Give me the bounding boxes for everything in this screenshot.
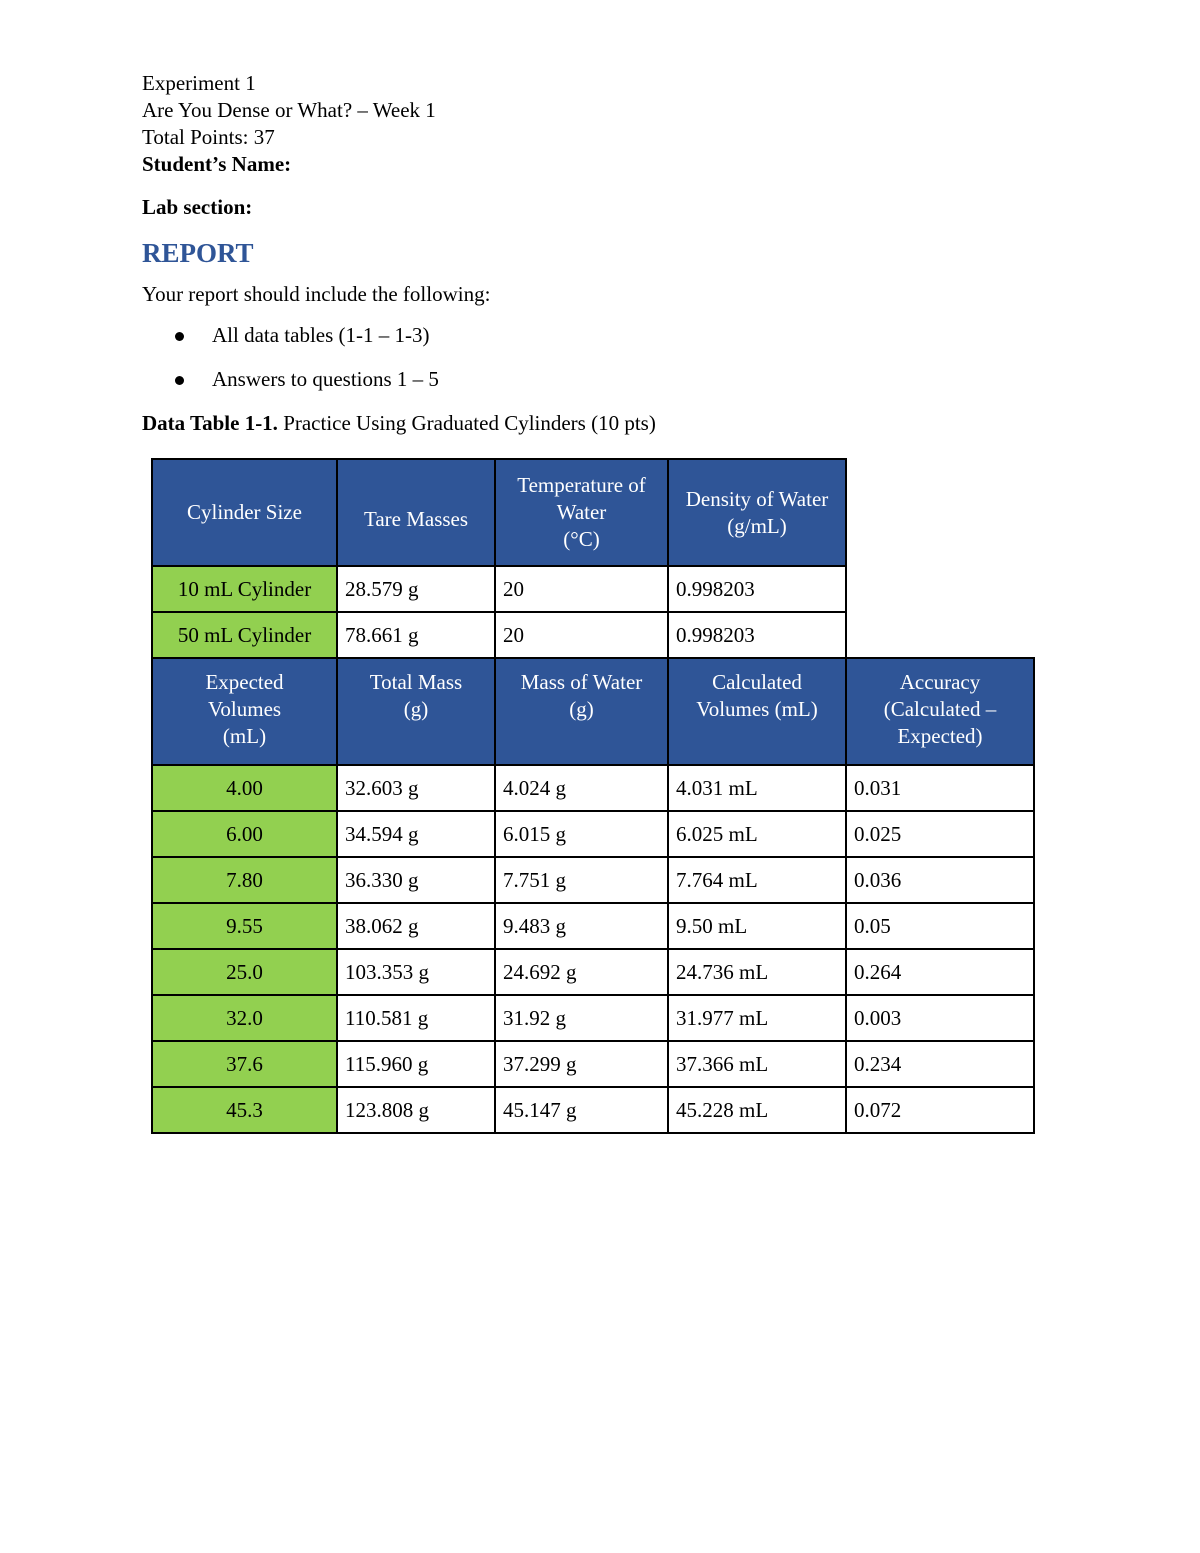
header-line: (g) [569, 697, 594, 721]
header-line: (°C) [563, 527, 600, 551]
cylinder-size-cell: 50 mL Cylinder [152, 612, 337, 658]
data-table-1-1 [151, 458, 1035, 1134]
experiment-title: Are You Dense or What? – Week 1 [142, 98, 436, 122]
header-tare-masses: Tare Masses [337, 459, 495, 566]
expected-volume-cell: 9.55 [152, 903, 337, 949]
accuracy-cell: 0.031 [846, 765, 1034, 811]
table-caption-text: Practice Using Graduated Cylinders (10 pts) [277, 411, 656, 435]
temperature-cell: 20 [495, 612, 668, 658]
bullet-icon [175, 332, 184, 341]
header-line: Volumes (mL) [696, 697, 818, 721]
mass-of-water-cell: 6.015 g [495, 811, 668, 857]
table-row [152, 995, 1034, 1041]
total-mass-cell: 38.062 g [337, 903, 495, 949]
expected-volume-cell: 32.0 [152, 995, 337, 1041]
bullet-text: Answers to questions 1 – 5 [212, 367, 439, 391]
empty-cell [846, 612, 1034, 658]
table-row [152, 1087, 1034, 1133]
table-row [152, 857, 1034, 903]
header-line: Expected [205, 670, 284, 694]
header-line: Temperature of [517, 473, 646, 497]
header-line: Mass of Water [520, 670, 643, 694]
calculated-volume-cell: 4.031 mL [668, 765, 846, 811]
bullet-icon [175, 376, 184, 385]
cylinder-size-cell: 10 mL Cylinder [152, 566, 337, 612]
total-mass-cell: 103.353 g [337, 949, 495, 995]
mass-of-water-cell: 9.483 g [495, 903, 668, 949]
report-intro: Your report should include the following: [142, 282, 491, 306]
header-expected-volumes [152, 658, 337, 765]
header-line: Expected) [897, 724, 983, 748]
table-row [152, 612, 1034, 658]
table-caption-label: Data Table 1-1. [142, 411, 278, 435]
accuracy-cell: 0.025 [846, 811, 1034, 857]
calculated-volume-cell: 37.366 mL [668, 1041, 846, 1087]
calculated-volume-cell: 9.50 mL [668, 903, 846, 949]
student-name-label: Student’s Name: [142, 152, 292, 176]
total-mass-cell: 110.581 g [337, 995, 495, 1041]
expected-volume-cell: 25.0 [152, 949, 337, 995]
header-cylinder-size: Cylinder Size [152, 459, 337, 566]
table-row [152, 949, 1034, 995]
total-mass-cell: 115.960 g [337, 1041, 495, 1087]
document-page [142, 70, 1042, 437]
data-rows [152, 765, 1034, 1133]
tare-mass-cell: 78.661 g [337, 612, 495, 658]
accuracy-cell: 0.072 [846, 1087, 1034, 1133]
total-points: Total Points: 37 [142, 125, 275, 149]
table-row [152, 811, 1034, 857]
accuracy-cell: 0.264 [846, 949, 1034, 995]
header-density [668, 459, 846, 566]
report-bullet-list [142, 322, 1042, 393]
calculated-volume-cell: 6.025 mL [668, 811, 846, 857]
density-cell: 0.998203 [668, 612, 846, 658]
report-heading: REPORT [142, 238, 254, 268]
mass-of-water-cell: 4.024 g [495, 765, 668, 811]
total-mass-cell: 123.808 g [337, 1087, 495, 1133]
header-line: (mL) [222, 724, 267, 748]
header-line: Calculated [712, 670, 802, 694]
header-mass-of-water [495, 658, 668, 765]
empty-cell [846, 566, 1034, 612]
table-row [152, 1041, 1034, 1087]
mass-of-water-cell: 7.751 g [495, 857, 668, 903]
bullet-item [142, 322, 1042, 349]
mass-of-water-cell: 31.92 g [495, 995, 668, 1041]
header-line: (Calculated – [883, 697, 997, 721]
calculated-volume-cell: 45.228 mL [668, 1087, 846, 1133]
header-total-mass [337, 658, 495, 765]
header-line: Volumes [207, 697, 282, 721]
calculated-volume-cell: 24.736 mL [668, 949, 846, 995]
density-cell: 0.998203 [668, 566, 846, 612]
accuracy-cell: 0.05 [846, 903, 1034, 949]
table-row [152, 765, 1034, 811]
tare-mass-cell: 28.579 g [337, 566, 495, 612]
header-line: Density of Water [685, 486, 829, 511]
header-line: (g/mL) [727, 513, 787, 538]
total-mass-cell: 36.330 g [337, 857, 495, 903]
header-accuracy [846, 658, 1034, 765]
empty-cell [846, 459, 1034, 566]
expected-volume-cell: 37.6 [152, 1041, 337, 1087]
mass-of-water-cell: 45.147 g [495, 1087, 668, 1133]
table-header-row [152, 459, 1034, 566]
header-line: Water [556, 500, 607, 524]
temperature-cell: 20 [495, 566, 668, 612]
bullet-text: All data tables (1-1 – 1-3) [212, 323, 430, 347]
table-caption [142, 410, 1042, 437]
expected-volume-cell: 4.00 [152, 765, 337, 811]
expected-volume-cell: 7.80 [152, 857, 337, 903]
header-temperature [495, 459, 668, 566]
header-line: Accuracy [899, 670, 981, 694]
table-row [152, 566, 1034, 612]
header-line: Total Mass [369, 670, 463, 694]
table-row [152, 903, 1034, 949]
accuracy-cell: 0.003 [846, 995, 1034, 1041]
calculated-volume-cell: 7.764 mL [668, 857, 846, 903]
expected-volume-cell: 45.3 [152, 1087, 337, 1133]
mass-of-water-cell: 24.692 g [495, 949, 668, 995]
header-calculated-volumes [668, 658, 846, 765]
header-line: (g) [403, 697, 429, 721]
expected-volume-cell: 6.00 [152, 811, 337, 857]
experiment-number: Experiment 1 [142, 71, 256, 95]
accuracy-cell: 0.234 [846, 1041, 1034, 1087]
total-mass-cell: 32.603 g [337, 765, 495, 811]
bullet-item [142, 366, 1042, 393]
total-mass-cell: 34.594 g [337, 811, 495, 857]
mass-of-water-cell: 37.299 g [495, 1041, 668, 1087]
table-header-row [152, 658, 1034, 765]
calculated-volume-cell: 31.977 mL [668, 995, 846, 1041]
accuracy-cell: 0.036 [846, 857, 1034, 903]
lab-section-label: Lab section: [142, 195, 253, 219]
